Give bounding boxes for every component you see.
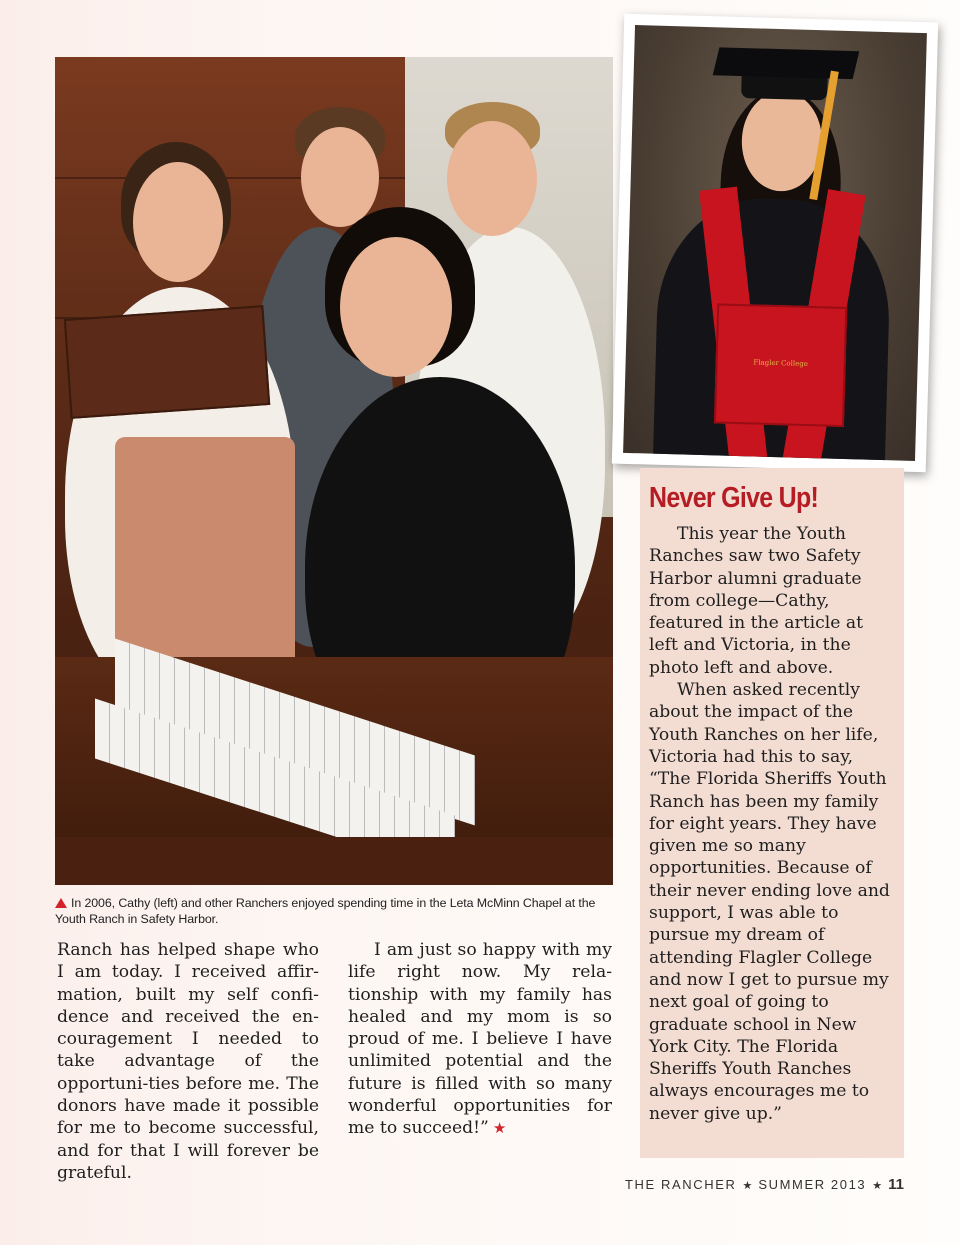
star-separator-icon: ★: [742, 1180, 753, 1192]
issue-name: SUMMER 2013: [758, 1177, 867, 1192]
chapel-photo: [55, 57, 613, 885]
graduation-photo: [623, 25, 927, 461]
article-paragraph: Ranch has helped shape who I am today. I received affir-mation, built my self confi-dence and received the en-couragement I needed to take advantage of the opportuni-ties before me. The donors have made it possible for me to become successful, and for that I will forever be grateful.: [57, 940, 319, 1183]
graduation-photo-frame: [612, 14, 938, 473]
article-column-middle: [348, 939, 612, 1140]
sidebar-title: Never Give Up!: [649, 482, 819, 514]
hymnal-book: [64, 305, 270, 419]
person-face: [340, 237, 452, 377]
sidebar-paragraph: When asked recently about the impact of the Youth Ranches on her life, Victoria had this to say, “The Florida Sheriffs Youth Ranch has been my family for eight years. They have given me so many opportunities. Because of their never ending love and support, I was able to pursue my dream of attending Flagler College and now I get to pursue my next goal of going to graduate school in New York City. The Florida Sheriffs Youth Ranches always encourages me to never give up.”: [649, 680, 890, 1124]
person-face: [133, 162, 223, 282]
photo-caption: [55, 895, 615, 927]
page-footer: [625, 1176, 904, 1193]
triangle-up-icon: [55, 898, 67, 908]
publication-name: THE RANCHER: [624, 1177, 737, 1192]
caption-text: In 2006, Cathy (left) and other Ranchers enjoyed spending time in the Leta McMinn Chapel at the Youth Ranch in Safety Harbor.: [55, 896, 596, 926]
article-column-left: [57, 939, 319, 1184]
end-star-icon: ★: [492, 1119, 507, 1138]
article-paragraph: [348, 939, 612, 1140]
diploma-cover: [714, 303, 847, 427]
page-number: 11: [888, 1176, 904, 1193]
sidebar-never-give-up: [640, 468, 904, 1158]
star-separator-icon: ★: [872, 1180, 883, 1192]
person-face: [301, 127, 379, 227]
person-face: [447, 121, 537, 236]
diploma-text: Flagler College: [753, 358, 809, 368]
sidebar-paragraph: This year the Youth Ranches saw two Safety Harbor alumni graduate from college—Cathy, featured in the article at left and Victoria, in the photo left and above.: [649, 524, 864, 678]
article-paragraph-text: I am just so happy with my life right now. My rela-tionship with my family has healed and my mom is so proud of me. I believe I have unlimited potential and the future is filled with so many wonderful opportunities for me to succeed!”: [348, 940, 612, 1139]
organ-front: [55, 837, 613, 885]
